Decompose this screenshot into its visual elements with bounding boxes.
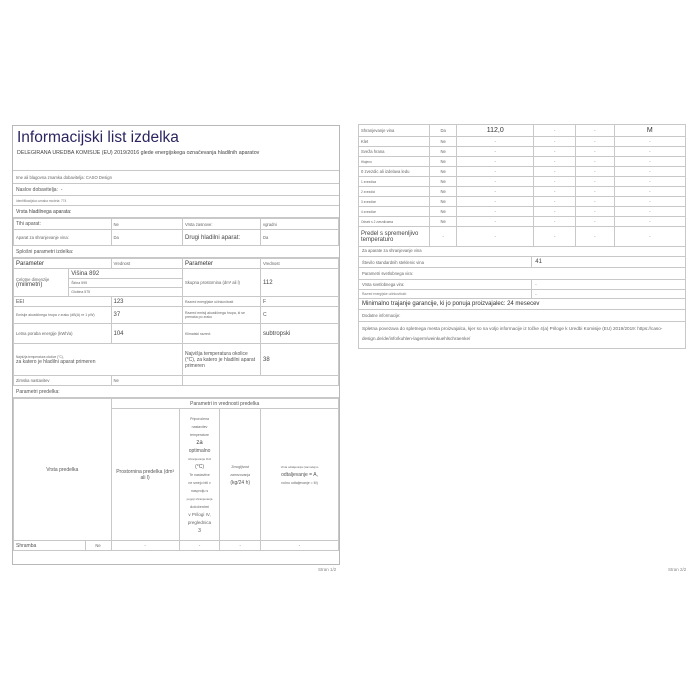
table-row: 0 zvezdic ali izdelava ledu Ne - - - - <box>359 167 686 177</box>
table-row: Odsek s 2 zvezdicama Ne - - - - <box>359 217 686 227</box>
general-params-table <box>13 258 339 386</box>
page-number: Stran 1/2 <box>318 567 337 572</box>
page-number: Stran 2/2 <box>668 567 687 572</box>
defrost-type-header: Vrsta odtaljevanja (samodejno odtaljevanje = A, ročno odtaljevanje = M) <box>261 409 339 541</box>
product-info-sheet-page-1 <box>12 125 340 565</box>
table-row: Hlajeno Ne - - - - <box>359 157 686 167</box>
light-type-row: Vrsta svetlobnega vira: - <box>359 280 685 290</box>
table-row: Predel s spremenljivo temperaturo - - - - - <box>359 227 686 247</box>
supplier-address-label: Naslov dobavitelja: <box>16 186 58 193</box>
appliance-type-table <box>13 218 339 246</box>
wine-heading: Za aparate za shranjevanje vina <box>359 245 685 257</box>
min-ambient-temp: Najnižja temperatura okolice (°C), za katero je hladilni aparat primeren <box>14 344 183 376</box>
wine-storage-section <box>358 245 686 349</box>
page-title: Informacijski list izdelka <box>17 129 179 146</box>
regulation-subtitle: DELEGIRANA UREDBA KOMISIJE (EU) 2019/2016 glede energijskega označevanja hladilnih aparatov <box>13 148 339 171</box>
table-row: 2 zvezdici Ne - - - - <box>359 187 686 197</box>
general-params-heading: Splošni parametri izdelka: <box>13 246 339 258</box>
table-row: Globina 575 <box>14 288 339 297</box>
supplier-address-value: - <box>60 186 63 193</box>
table-row: Sveža hrana Ne - - - - <box>359 147 686 157</box>
table-row: Letna poraba energije (kWh/a) 104 Klimatski razred: subtropski <box>14 324 339 344</box>
table-row: 4 zvezdice Ne - - - - <box>359 207 686 217</box>
model-identifier: Identifikacijska oznaka modela: 774 <box>13 196 339 206</box>
table-row: Aparat za shranjevanje vina: Da Drugi hladilni aparat: Da <box>14 230 339 246</box>
table-row: Celotne dimenzije (milimetri) Višina 892 Skupna prostornina (dm³ ali l) 112 <box>14 269 339 279</box>
table-row: Najnižja temperatura okolice (°C), za katero je hladilni aparat primeren Najvišja temperatura okolice (°C), za katero je hladilni aparat primeren 38 <box>14 344 339 376</box>
recommended-temp-header: Priporočena nastavitev temperature za optimalno shranjevanje živil (°C) Te nastavitve ne smejo biti v nasprotju s pogoji shranjevanja določenimi v Prilogi IV, preglednica 3 <box>179 409 220 541</box>
table-row: 3 zvezdice Ne - - - - <box>359 197 686 207</box>
table-row: Tihi aparat: Ne Vrsta zasnove: vgradni <box>14 219 339 230</box>
wine-bottles-row: Število standardnih steklenic vina 41 <box>359 257 685 268</box>
appliance-type-heading: Vrsta hladilnega aparata: <box>13 206 339 218</box>
additional-info-text: Spletna povezava do spletnega mesta proizvajalca, kjer so na voljo informacije iz točke 4(a) Priloge k Uredbi Komisije (EU) 2019/2019: https://caso-design.de/de/info/kuhlen-lagern/weinkuehlschraenke/ <box>362 326 663 341</box>
table-header-row: Vrsta predelka Parametri in vrednosti predelka <box>14 399 339 409</box>
table-row: Emisije akustičnega hrupa v zraku (dB(A) re 1 pW) 37 Razred emisij akustičnega hrupa, ki se prenaša po zraku C <box>14 307 339 324</box>
table-row: EEI 123 Razred energijske učinkovitosti F <box>14 297 339 307</box>
table-header-row: Parameter Vrednost Parameter Vrednost <box>14 259 339 269</box>
table-row: Klet Ne - - - - <box>359 137 686 147</box>
freeze-capacity-header: Zmogljivost zamrzovanja (kg/24 h) <box>220 409 261 541</box>
compartment-params-heading: Parametri predelka: <box>13 386 339 398</box>
table-header-row: Prostornina predelka (dm³ ali l) Priporočena nastavitev temperature za optimalno shranjevanje živil (°C) Te nastavitve ne smejo biti v nasprotju s pogoji shranjevanja določenimi v Prilogi IV, preglednica 3 Zmogljivost zamrzovanja (kg/24 h) Vrsta odtaljevanja (samodejno odtaljevanje = A, ročno odtaljevanje = M) <box>14 409 339 541</box>
supplier-name: Ime ali blagovna znamka dobavitelja: CASO Design <box>13 171 339 184</box>
supplier-address <box>13 184 339 196</box>
dimensions-label: Celotne dimenzije (milimetri) <box>14 269 69 297</box>
table-row: Shranjevanje vina Da 112,0 - - M <box>359 125 686 137</box>
table-row: Zimska nastavitev Ne <box>14 376 339 386</box>
table-row: Shramba Ne - - - - <box>14 541 339 551</box>
light-source-heading: Parametri svetlobnega vira: <box>359 268 685 280</box>
additional-info-heading: Dodatne informacije: <box>359 310 685 322</box>
table-row: 1 zvezdica Ne - - - - <box>359 177 686 187</box>
table-row: Širina 595 <box>14 279 339 288</box>
compartment-table <box>13 398 339 551</box>
light-class-row: Razred energijske učinkovitosti: - <box>359 290 685 299</box>
compartment-table-continued <box>358 124 686 247</box>
warranty-row: Minimalno trajanje garancije, ki jo ponuja proizvajalec: 24 mesecev <box>359 299 685 310</box>
